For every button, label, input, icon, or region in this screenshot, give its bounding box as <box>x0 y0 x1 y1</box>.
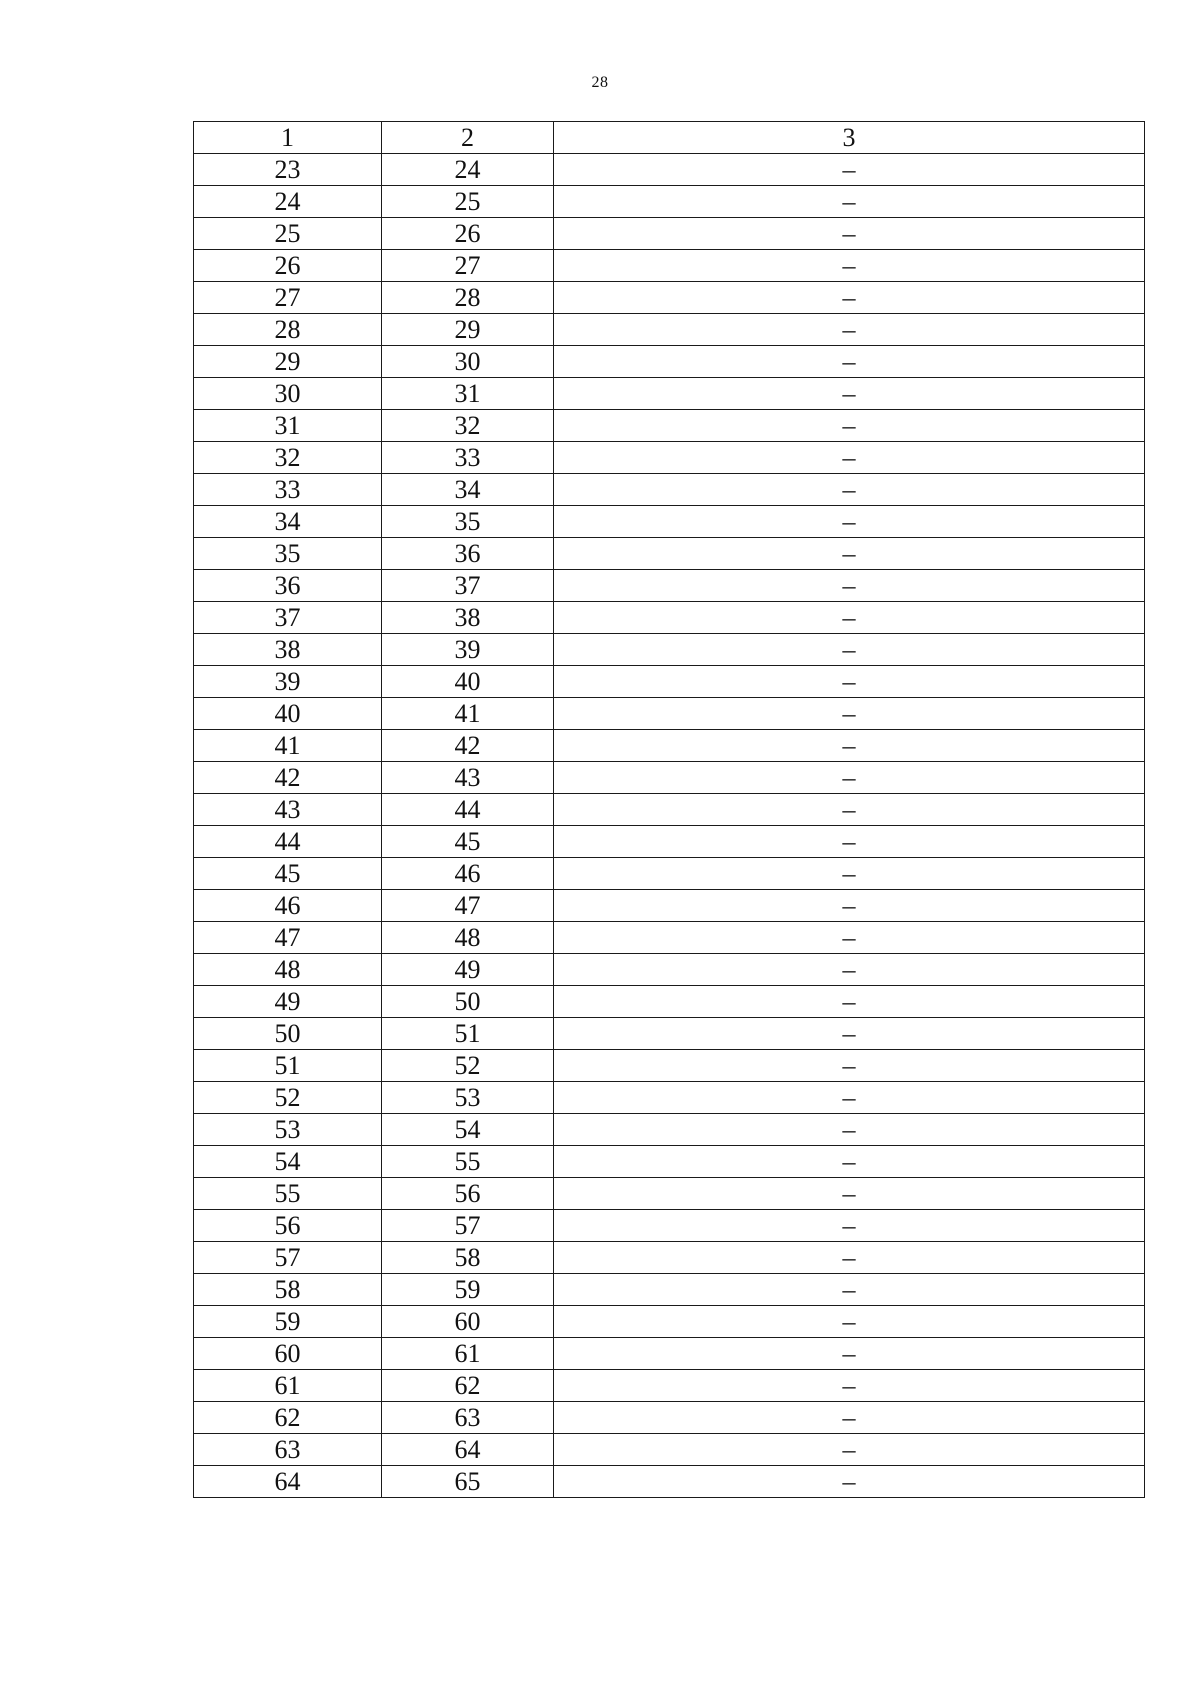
table-cell-col-1: 54 <box>194 1146 382 1178</box>
table-cell-col-2: 49 <box>382 954 554 986</box>
table-cell-col-1: 52 <box>194 1082 382 1114</box>
table-cell-col-2: 27 <box>382 250 554 282</box>
table-row <box>194 1050 1145 1082</box>
table-row <box>194 218 1145 250</box>
table-row <box>194 1306 1145 1338</box>
table-cell-col-1: 39 <box>194 666 382 698</box>
header-cell-2: 2 <box>382 122 554 154</box>
table-cell-col-2: 24 <box>382 154 554 186</box>
table-cell-col-1: 60 <box>194 1338 382 1370</box>
table-cell-col-3: – <box>554 698 1145 730</box>
table-cell-col-3: – <box>554 602 1145 634</box>
table-row <box>194 410 1145 442</box>
table-body <box>194 122 1145 1498</box>
table-cell-col-3: – <box>554 634 1145 666</box>
table-cell-col-3: – <box>554 378 1145 410</box>
table-cell-col-2: 47 <box>382 890 554 922</box>
table-cell-col-3: – <box>554 826 1145 858</box>
table-cell-col-1: 53 <box>194 1114 382 1146</box>
table-row <box>194 1338 1145 1370</box>
table-cell-col-2: 39 <box>382 634 554 666</box>
table-row <box>194 1274 1145 1306</box>
table-cell-col-2: 25 <box>382 186 554 218</box>
table-cell-col-2: 54 <box>382 1114 554 1146</box>
table-cell-col-2: 64 <box>382 1434 554 1466</box>
table-cell-col-1: 57 <box>194 1242 382 1274</box>
table-cell-col-3: – <box>554 986 1145 1018</box>
table-cell-col-2: 33 <box>382 442 554 474</box>
table-row <box>194 250 1145 282</box>
table-cell-col-2: 57 <box>382 1210 554 1242</box>
table-cell-col-3: – <box>554 1466 1145 1498</box>
table-row <box>194 570 1145 602</box>
table-cell-col-2: 52 <box>382 1050 554 1082</box>
table-cell-col-1: 55 <box>194 1178 382 1210</box>
table-cell-col-3: – <box>554 1050 1145 1082</box>
table-cell-col-1: 56 <box>194 1210 382 1242</box>
table-row <box>194 154 1145 186</box>
table-cell-col-3: – <box>554 1210 1145 1242</box>
table-cell-col-3: – <box>554 1274 1145 1306</box>
table-cell-col-1: 47 <box>194 922 382 954</box>
table-row <box>194 1018 1145 1050</box>
table-row <box>194 634 1145 666</box>
table-row <box>194 954 1145 986</box>
table-cell-col-1: 33 <box>194 474 382 506</box>
table-cell-col-2: 65 <box>382 1466 554 1498</box>
table-cell-col-3: – <box>554 186 1145 218</box>
table-row <box>194 890 1145 922</box>
table-cell-col-2: 53 <box>382 1082 554 1114</box>
table-cell-col-2: 36 <box>382 538 554 570</box>
table-cell-col-2: 46 <box>382 858 554 890</box>
table-cell-col-2: 28 <box>382 282 554 314</box>
table-cell-col-2: 30 <box>382 346 554 378</box>
table-cell-col-1: 44 <box>194 826 382 858</box>
table-cell-col-3: – <box>554 1178 1145 1210</box>
table-cell-col-2: 29 <box>382 314 554 346</box>
table-cell-col-2: 44 <box>382 794 554 826</box>
table-cell-col-1: 50 <box>194 1018 382 1050</box>
table-cell-col-3: – <box>554 666 1145 698</box>
table-cell-col-1: 23 <box>194 154 382 186</box>
table-cell-col-3: – <box>554 1114 1145 1146</box>
table-cell-col-1: 31 <box>194 410 382 442</box>
table-row <box>194 826 1145 858</box>
table-cell-col-1: 59 <box>194 1306 382 1338</box>
table-cell-col-1: 63 <box>194 1434 382 1466</box>
table-row <box>194 346 1145 378</box>
table-cell-col-2: 60 <box>382 1306 554 1338</box>
table-cell-col-3: – <box>554 218 1145 250</box>
table-cell-col-3: – <box>554 282 1145 314</box>
table-cell-col-3: – <box>554 922 1145 954</box>
table-cell-col-2: 56 <box>382 1178 554 1210</box>
table-cell-col-3: – <box>554 794 1145 826</box>
table-cell-col-3: – <box>554 1338 1145 1370</box>
table-cell-col-2: 35 <box>382 506 554 538</box>
table-cell-col-3: – <box>554 442 1145 474</box>
table-cell-col-3: – <box>554 570 1145 602</box>
table-cell-col-3: – <box>554 506 1145 538</box>
table-row <box>194 762 1145 794</box>
table-cell-col-1: 58 <box>194 1274 382 1306</box>
table-cell-col-3: – <box>554 314 1145 346</box>
table-cell-col-2: 37 <box>382 570 554 602</box>
table-cell-col-1: 30 <box>194 378 382 410</box>
table-cell-col-2: 41 <box>382 698 554 730</box>
table-cell-col-2: 45 <box>382 826 554 858</box>
page-number: 28 <box>591 74 609 91</box>
table-cell-col-1: 45 <box>194 858 382 890</box>
table-cell-col-1: 36 <box>194 570 382 602</box>
table-cell-col-3: – <box>554 1242 1145 1274</box>
table-cell-col-1: 35 <box>194 538 382 570</box>
table-cell-col-1: 62 <box>194 1402 382 1434</box>
table-cell-col-1: 37 <box>194 602 382 634</box>
table-cell-col-3: – <box>554 858 1145 890</box>
table-cell-col-3: – <box>554 954 1145 986</box>
table-row <box>194 1082 1145 1114</box>
table-row <box>194 922 1145 954</box>
table-cell-col-1: 61 <box>194 1370 382 1402</box>
table-cell-col-2: 31 <box>382 378 554 410</box>
table-cell-col-1: 38 <box>194 634 382 666</box>
table-cell-col-1: 34 <box>194 506 382 538</box>
table-cell-col-1: 28 <box>194 314 382 346</box>
table-cell-col-3: – <box>554 154 1145 186</box>
table-cell-col-3: – <box>554 730 1145 762</box>
table-cell-col-2: 34 <box>382 474 554 506</box>
table-row <box>194 602 1145 634</box>
table-cell-col-2: 48 <box>382 922 554 954</box>
table-cell-col-2: 38 <box>382 602 554 634</box>
table-cell-col-3: – <box>554 890 1145 922</box>
table-cell-col-1: 25 <box>194 218 382 250</box>
table-row <box>194 186 1145 218</box>
table-cell-col-2: 26 <box>382 218 554 250</box>
table-row <box>194 1114 1145 1146</box>
table-cell-col-3: – <box>554 346 1145 378</box>
table-header-row <box>194 122 1145 154</box>
table-cell-col-1: 32 <box>194 442 382 474</box>
table-row <box>194 1434 1145 1466</box>
table-cell-col-3: – <box>554 1018 1145 1050</box>
table-row <box>194 474 1145 506</box>
table-cell-col-3: – <box>554 1146 1145 1178</box>
data-table <box>193 121 1145 1498</box>
table-cell-col-3: – <box>554 1082 1145 1114</box>
table-row <box>194 538 1145 570</box>
table-cell-col-2: 55 <box>382 1146 554 1178</box>
table-cell-col-3: – <box>554 474 1145 506</box>
table-cell-col-2: 51 <box>382 1018 554 1050</box>
table-cell-col-1: 42 <box>194 762 382 794</box>
table-cell-col-1: 24 <box>194 186 382 218</box>
table-row <box>194 794 1145 826</box>
table-cell-col-1: 43 <box>194 794 382 826</box>
table-cell-col-2: 58 <box>382 1242 554 1274</box>
table-cell-col-3: – <box>554 1434 1145 1466</box>
table-row <box>194 378 1145 410</box>
table-cell-col-1: 51 <box>194 1050 382 1082</box>
table-cell-col-3: – <box>554 250 1145 282</box>
table-row <box>194 1402 1145 1434</box>
table-cell-col-3: – <box>554 762 1145 794</box>
table-cell-col-2: 59 <box>382 1274 554 1306</box>
table-cell-col-2: 40 <box>382 666 554 698</box>
table-cell-col-2: 42 <box>382 730 554 762</box>
table-cell-col-3: – <box>554 410 1145 442</box>
table-cell-col-1: 46 <box>194 890 382 922</box>
table-row <box>194 1242 1145 1274</box>
table-row <box>194 1370 1145 1402</box>
table-row <box>194 858 1145 890</box>
table-cell-col-1: 40 <box>194 698 382 730</box>
table-row <box>194 1178 1145 1210</box>
table-cell-col-1: 48 <box>194 954 382 986</box>
table-cell-col-2: 50 <box>382 986 554 1018</box>
table-cell-col-2: 61 <box>382 1338 554 1370</box>
table-cell-col-1: 29 <box>194 346 382 378</box>
table-row <box>194 986 1145 1018</box>
table-cell-col-3: – <box>554 1402 1145 1434</box>
table-cell-col-1: 27 <box>194 282 382 314</box>
table-row <box>194 698 1145 730</box>
table-row <box>194 666 1145 698</box>
table-cell-col-2: 63 <box>382 1402 554 1434</box>
table-cell-col-3: – <box>554 538 1145 570</box>
table-cell-col-2: 32 <box>382 410 554 442</box>
header-cell-3: 3 <box>554 122 1145 154</box>
table-row <box>194 730 1145 762</box>
table-cell-col-3: – <box>554 1306 1145 1338</box>
table-cell-col-2: 43 <box>382 762 554 794</box>
table-cell-col-3: – <box>554 1370 1145 1402</box>
header-cell-1: 1 <box>194 122 382 154</box>
table-row <box>194 1210 1145 1242</box>
table-cell-col-2: 62 <box>382 1370 554 1402</box>
table-cell-col-1: 49 <box>194 986 382 1018</box>
table-cell-col-1: 64 <box>194 1466 382 1498</box>
table-row <box>194 1146 1145 1178</box>
table-row <box>194 442 1145 474</box>
table-row <box>194 282 1145 314</box>
table-cell-col-1: 41 <box>194 730 382 762</box>
table-cell-col-1: 26 <box>194 250 382 282</box>
table-row <box>194 1466 1145 1498</box>
table-row <box>194 506 1145 538</box>
table-row <box>194 314 1145 346</box>
